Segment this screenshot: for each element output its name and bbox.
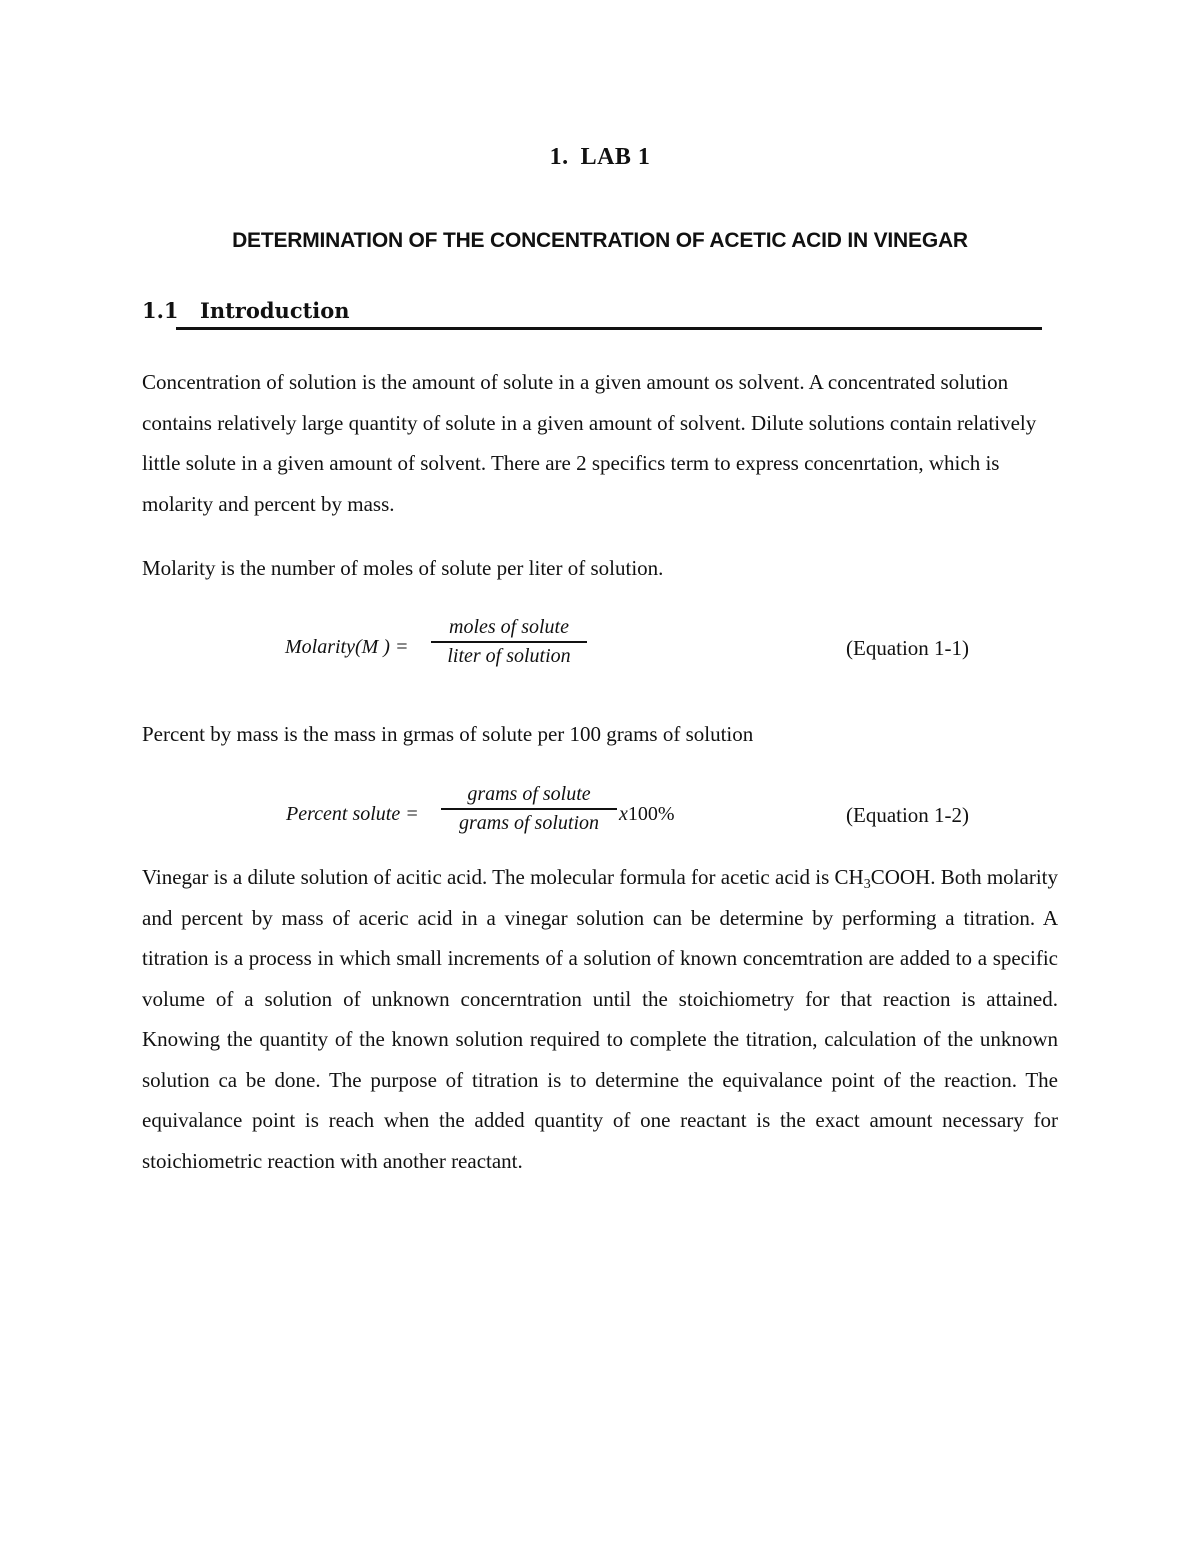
equation-percent (0, 783, 1200, 853)
multiplier-x: x (619, 803, 628, 825)
equation-molarity (0, 616, 1200, 686)
equation-label: (Equation 1-2) (846, 803, 970, 827)
chapter-title (0, 144, 1200, 171)
molarity-definition: Molarity is the number of moles of solute per liter of solution. (142, 556, 664, 580)
section-divider (176, 327, 1042, 330)
vinegar-paragraph (142, 857, 1058, 1181)
equation-lhs: Percent solute = (286, 803, 419, 825)
section-heading (142, 298, 350, 323)
equation-fraction (441, 783, 617, 835)
equation-label: (Equation 1-1) (846, 636, 970, 660)
formula-subscript: 3 (863, 877, 871, 892)
fraction-denominator: grams of solution (458, 811, 600, 834)
multiplier-value: 100% (627, 803, 675, 825)
equation-multiplier (619, 803, 675, 826)
lab-title: DETERMINATION OF THE CONCENTRATION OF ACETIC ACID IN VINEGAR (232, 229, 968, 252)
intro-paragraph: Concentration of solution is the amount of solute in a given amount os solvent. A concentrated solution contains relatively large quantity of solute in a given amount of solvent. Dilute solutions contain relatively little solute in a given amount of solvent. There are 2 specifics term to express concenrtation, which is molarity and percent by mass. (142, 370, 1037, 516)
section-number: 1.1 (142, 298, 179, 323)
equation-fraction (431, 616, 587, 668)
vinegar-text-start: Vinegar is a dilute solution of acitic acid. The molecular formula for acetic acid is CH (142, 865, 864, 889)
fraction-denominator: liter of solution (447, 644, 571, 667)
chapter-title-text: LAB 1 (580, 144, 651, 170)
fraction-numerator: moles of solute (449, 616, 569, 638)
section-title: Introduction (200, 298, 350, 323)
percent-definition: Percent by mass is the mass in grmas of solute per 100 grams of solution (142, 722, 754, 746)
fraction-numerator: grams of solute (467, 783, 591, 805)
chapter-number: 1. (549, 144, 569, 170)
vinegar-text-rest: COOH. Both molarity and percent by mass of aceric acid in a vinegar solution can be determine by performing a titration. A titration is a process in which small increments of a solution of known concemtration are added to a specific volume of a solution of unknown concerntration until the stoichiometry for that reaction is attained. Knowing the quantity of the known solution required to complete the titration, calculation of the unknown solution ca be done. The purpose of titration is to determine the equivalance point of the reaction. The equivalance point is reach when the added quantity of one reactant is the exact amount necessary for stoichiometric reaction with another reactant. (142, 865, 1059, 1173)
equation-lhs: Molarity(M ) = (285, 636, 409, 658)
